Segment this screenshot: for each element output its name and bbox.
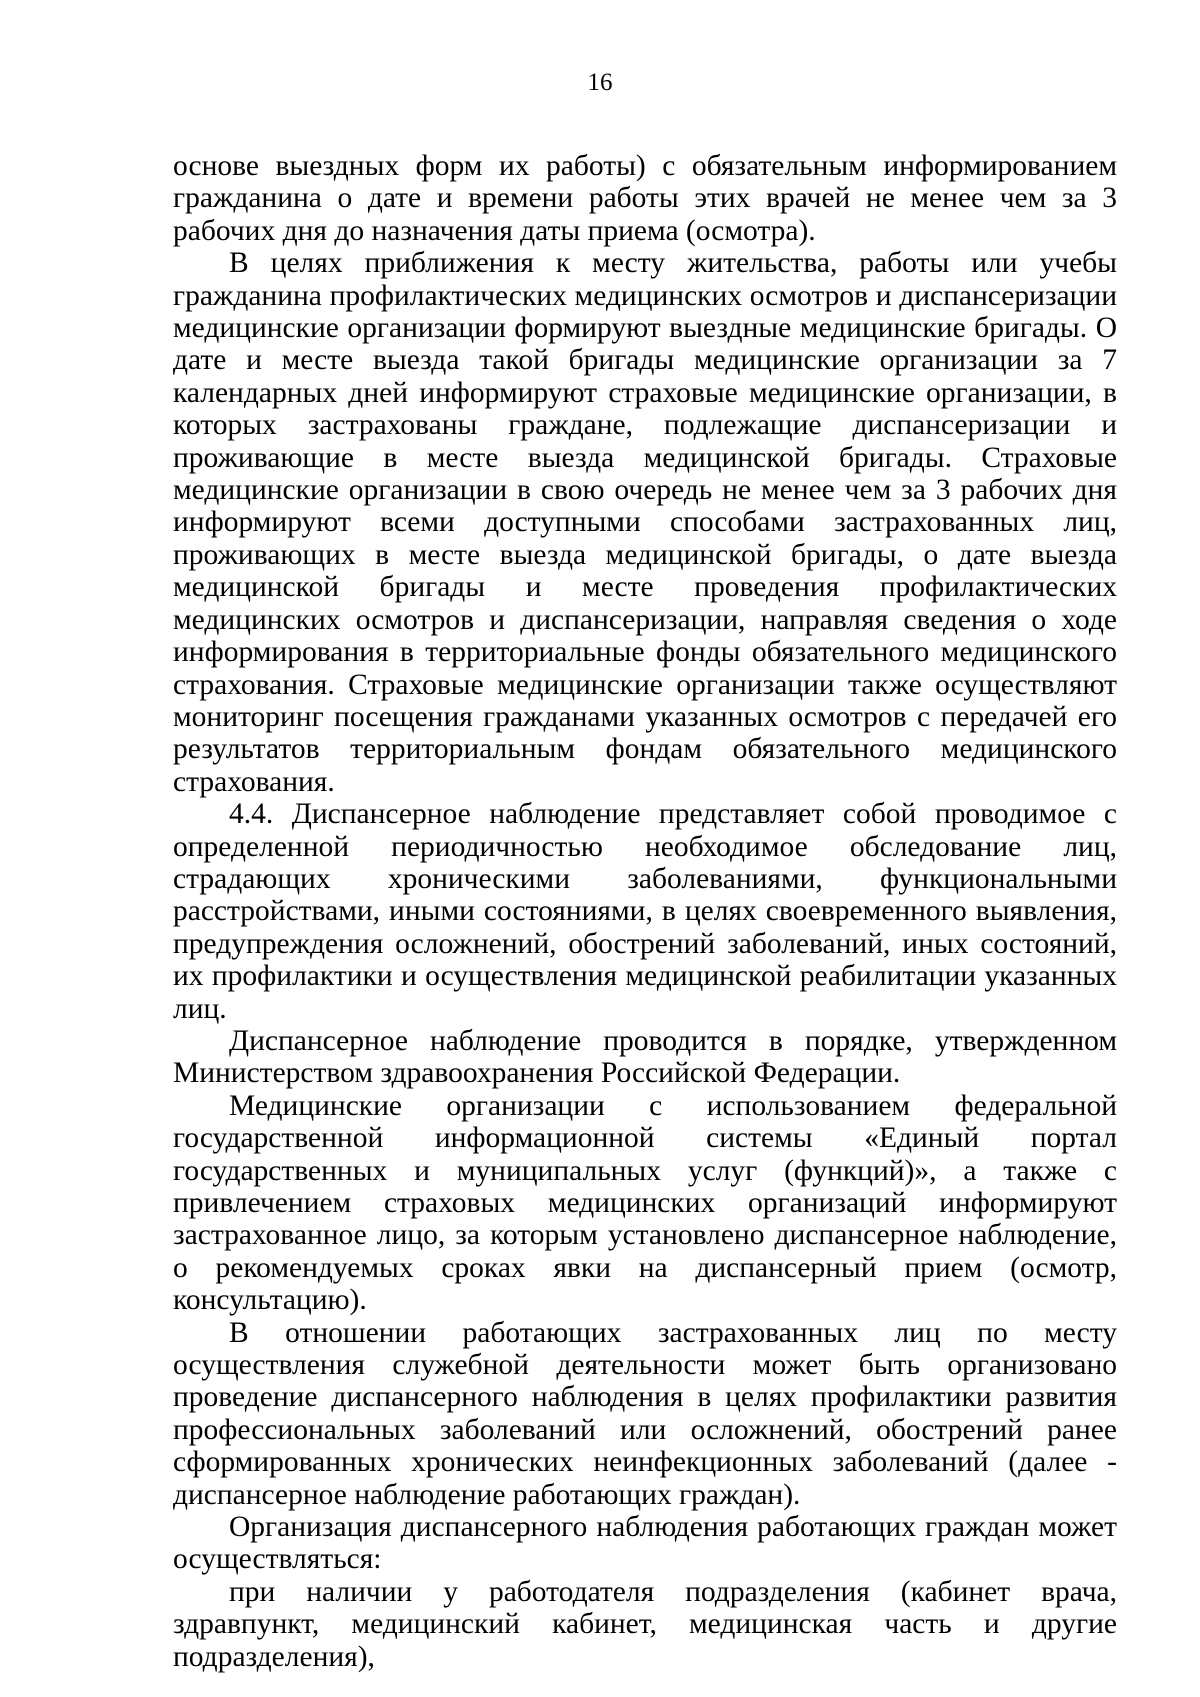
paragraph-procedure: Диспансерное наблюдение проводится в порядке, утвержденном Министерством здравоохранения Российской Федерации. — [173, 1024, 1117, 1090]
paragraph-working-persons: В отношении работающих застрахованных лиц по месту осуществления служебной деятельности может быть организовано проведение диспансерного наблюдения в целях профилактики развития профессиональных заболеваний или осложнений, обострений ранее сформированных хронических неинфекционных заболеваний (далее - диспансерное наблюдение работающих граждан). — [173, 1316, 1117, 1511]
paragraph-section-4-4: 4.4. Диспансерное наблюдение представляет собой проводимое с определенной периодичностью необходимое обследование лиц, страдающих хроническими заболеваниями, функциональными расстройствами, иными состояниями, в целях своевременного выявления, предупреждения осложнений, обострений заболеваний, иных состояний, их профилактики и осуществления медицинской реабилитации указанных лиц. — [173, 798, 1117, 1025]
paragraph-employer-unit: при наличии у работодателя подразделения (кабинет врача, здравпункт, медицинский кабинет, медицинская часть и другие подразделения), — [173, 1575, 1117, 1673]
paragraph-mobile-teams: В целях приближения к месту жительства, работы или учебы гражданина профилактических медицинских осмотров и диспансеризации медицинские организации формируют выездные медицинские бригады. О дате и месте выезда такой бригады медицинские организации за 7 календарных дней информируют страховые медицинские организации, в которых застрахованы граждане, подлежащие диспансеризации и проживающие в месте выезда медицинской бригады. Страховые медицинские организации в свою очередь не менее чем за 3 рабочих дня информируют всеми доступными способами застрахованных лиц, проживающих в месте выезда медицинской бригады, о дате выезда медицинской бригады и месте проведения профилактических медицинских осмотров и диспансеризации, направляя сведения о ходе информирования в территориальные фонды обязательного медицинского страхования. Страховые медицинские организации также осуществляют мониторинг посещения гражданами указанных осмотров с передачей его результатов территориальным фондам обязательного медицинского страхования. — [173, 247, 1117, 798]
document-body — [173, 150, 1117, 1673]
page-number: 16 — [587, 69, 613, 96]
paragraph-continuation: основе выездных форм их работы) с обязательным информированием гражданина о дате и времени работы этих врачей не менее чем за 3 рабочих дня до назначения даты приема (осмотра). — [173, 150, 1117, 247]
paragraph-organization: Организация диспансерного наблюдения работающих граждан может осуществляться: — [173, 1511, 1117, 1576]
paragraph-informing: Медицинские организации с использованием федеральной государственной информационной системы «Единый портал государственных и муниципальных услуг (функций)», а также с привлечением страховых медицинских организаций информируют застрахованное лицо, за которым установлено диспансерное наблюдение, о рекомендуемых сроках явки на диспансерный прием (осмотр, консультацию). — [173, 1089, 1117, 1317]
